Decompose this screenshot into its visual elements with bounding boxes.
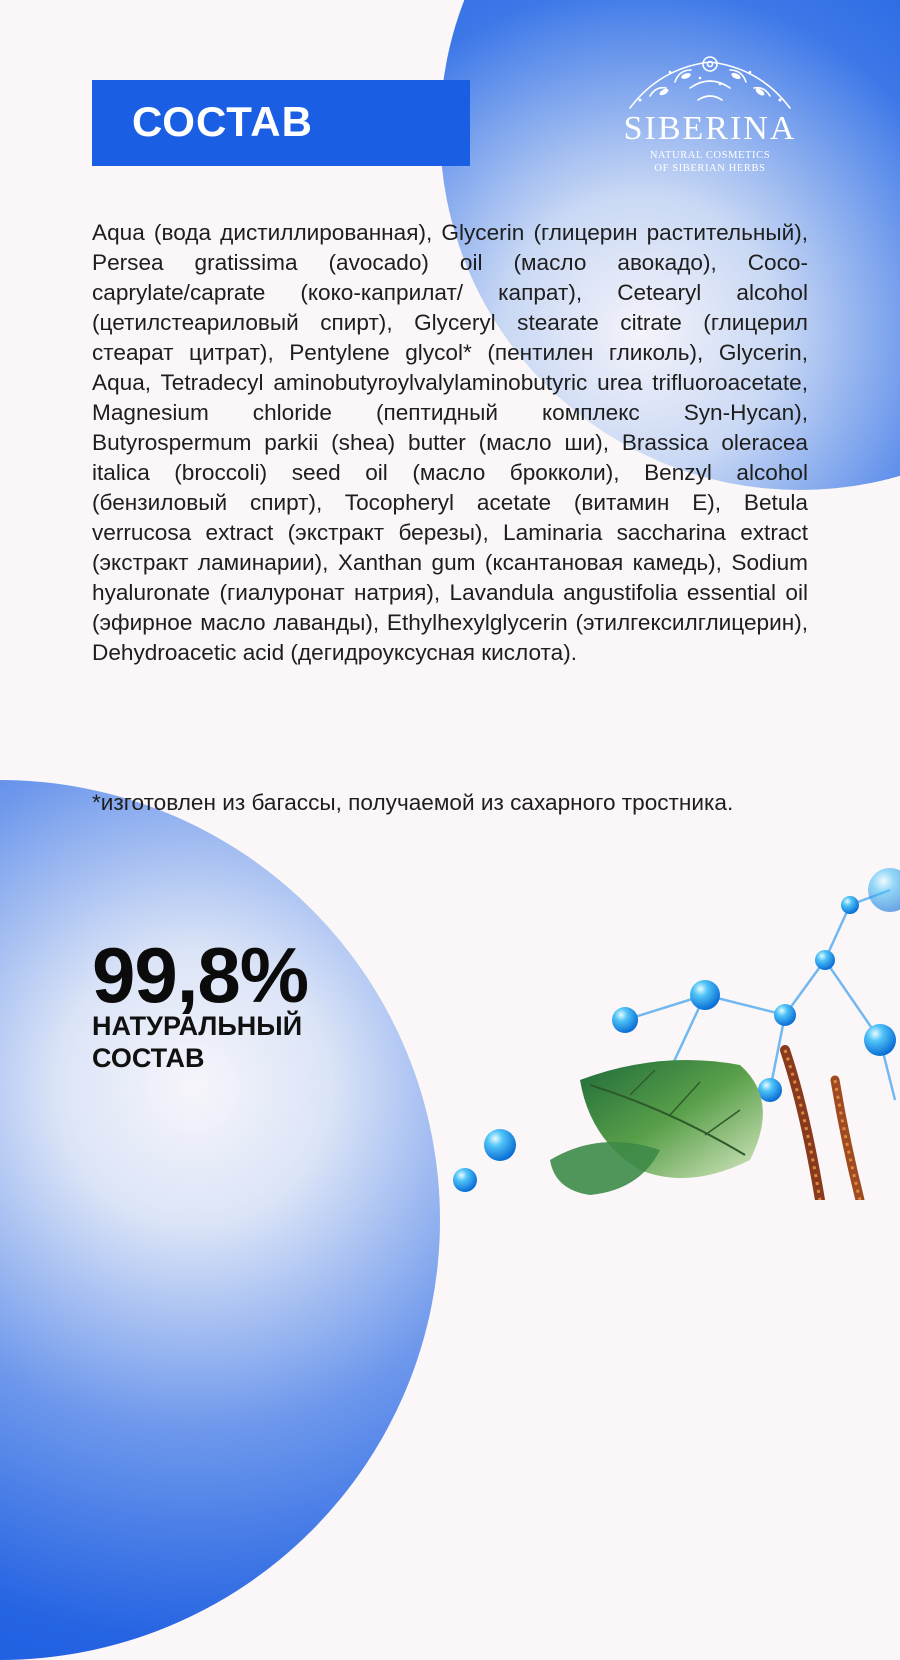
- floral-ornament-icon: [620, 48, 800, 112]
- title-banner: [92, 80, 470, 166]
- natural-label-line2: СОСТАВ: [92, 1043, 205, 1073]
- molecule-node: [690, 980, 720, 1010]
- background-blob-bottom: [0, 780, 440, 1660]
- leaf-icon: [550, 1142, 660, 1195]
- ingredients-text: Aqua (вода дистиллированная), Glycerin (глицерин растительный), Persea gratissima (avocado) oil (масло авокадо), Coco-caprylate/caprate (коко-каприлат/ капрат), Cetearyl alcohol (цетилстеариловый спирт), Glyceryl stearate citrate (глицерил стеарат цитрат), Pentylene glycol* (пентилен гликоль), Glycerin, Aqua, Tetradecyl aminobutyroylvalylaminobutyric urea trifluoroacetate, Magnesium chloride (пептидный комплекс Syn-Hycan), Butyrospermum parkii (shea) butter (масло ши), Brassica oleracea italica (broccoli) seed oil (масло брокколи), Benzyl alcohol (бензиловый спирт), Tocopheryl acetate (витамин E), Betula verrucosa extract (экстракт березы), Laminaria saccharina extract (экстракт ламинарии), Xanthan gum (ксантановая камедь), Sodium hyaluronate (гиалуронат натрия), Lavandula angustifolia essential oil (эфирное масло лаванды), Ethylhexylglycerin (этилгексилглицерин), Dehydroacetic acid (дегидроуксусная кислота).: [92, 220, 808, 665]
- molecule-leaf-illustration: [440, 860, 900, 1200]
- natural-label: [92, 1010, 302, 1074]
- molecule-node: [815, 950, 835, 970]
- brand-tagline-line2: OF SIBERIAN HERBS: [654, 163, 766, 174]
- molecule-node: [758, 1078, 782, 1102]
- molecule-node: [484, 1129, 516, 1161]
- molecule-node: [868, 868, 900, 912]
- molecule-node: [453, 1168, 477, 1192]
- natural-label-line1: НАТУРАЛЬНЫЙ: [92, 1011, 303, 1041]
- brand-tagline-line1: NATURAL COSMETICS: [649, 150, 771, 161]
- natural-percent: 99,8%: [92, 931, 309, 1019]
- molecule-node: [864, 1024, 896, 1056]
- page-title: СОСТАВ: [132, 98, 313, 145]
- molecule-node: [774, 1004, 796, 1026]
- molecule-node: [612, 1007, 638, 1033]
- brand-name: SIBERINA: [623, 110, 797, 147]
- catkin-icon: [785, 1050, 860, 1200]
- molecule-node: [841, 896, 859, 914]
- ingredients-footnote: *изготовлен из багассы, получаемой из сахарного тростника.: [92, 790, 734, 815]
- brand-logo: [600, 48, 820, 183]
